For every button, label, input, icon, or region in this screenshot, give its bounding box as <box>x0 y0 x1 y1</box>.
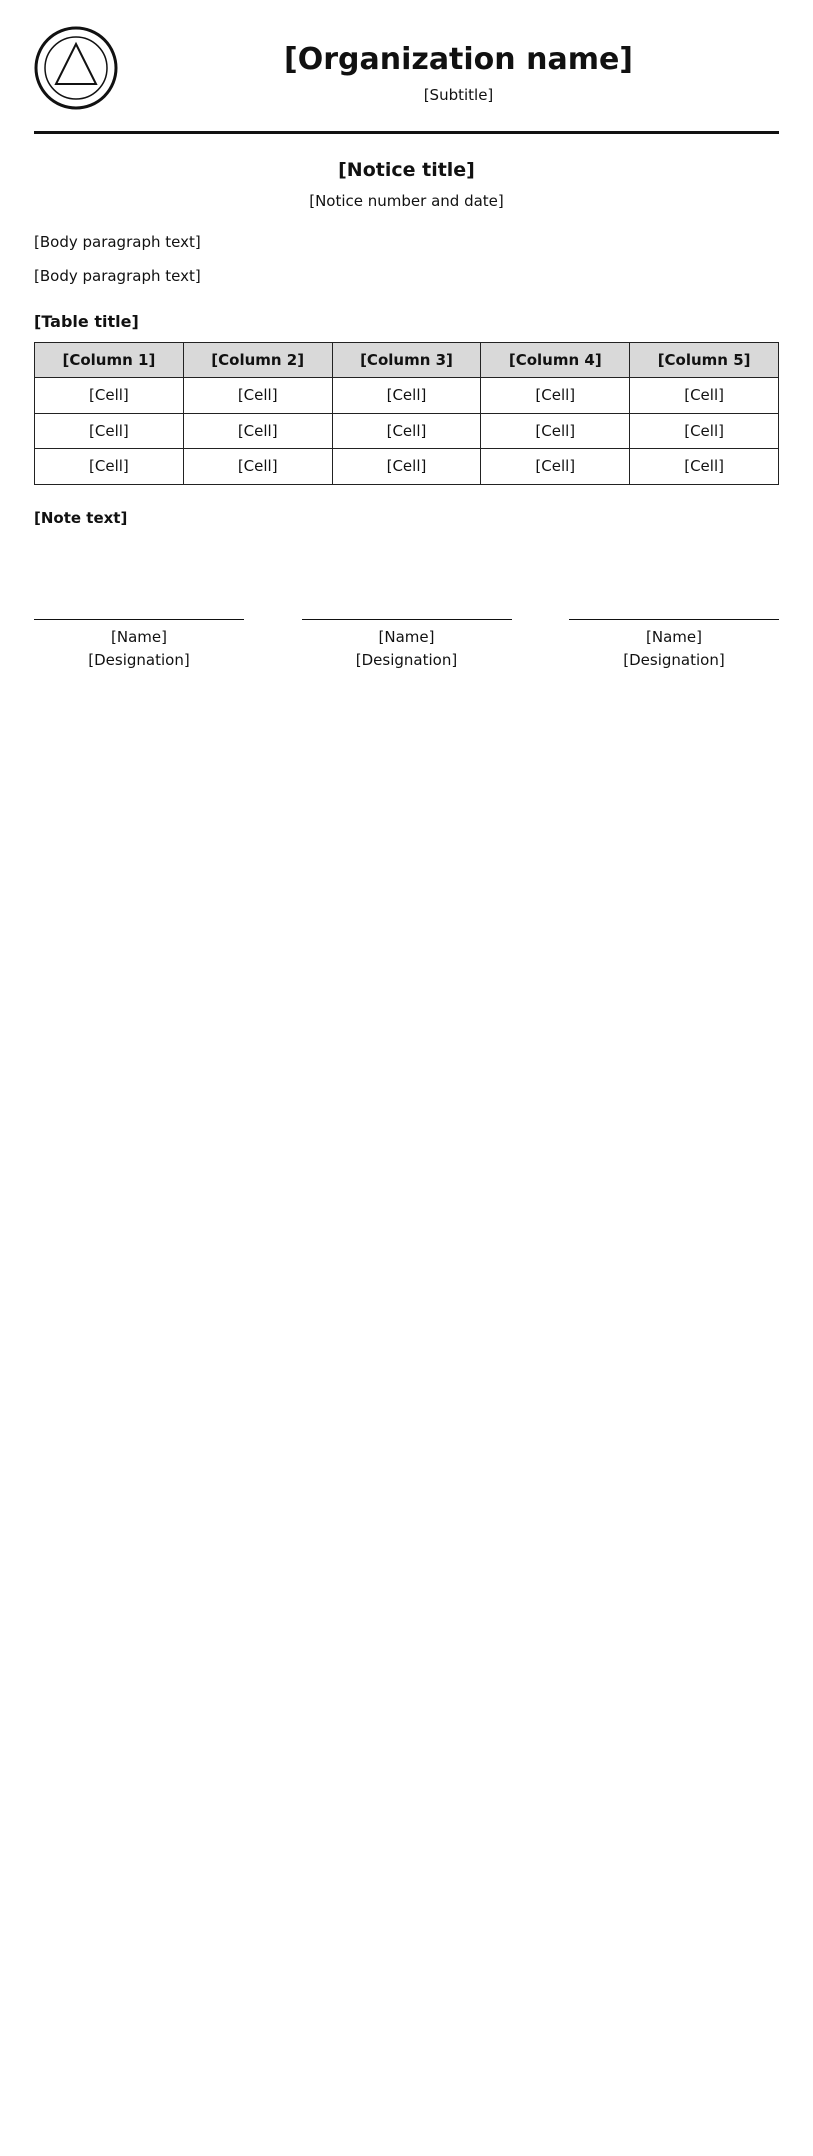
signatory-designation: [Designation] <box>623 650 725 669</box>
notice-paragraph: [Body paragraph text] <box>34 267 201 285</box>
signature-line <box>302 619 512 620</box>
table-cell: [Cell] <box>481 378 630 414</box>
table-header-cell: [Column 5] <box>630 342 779 378</box>
signatory-designation: [Designation] <box>88 650 190 669</box>
table-cell: [Cell] <box>332 449 481 485</box>
emblem-icon <box>34 26 118 117</box>
table-cell: [Cell] <box>481 449 630 485</box>
signatory-name: [Name] <box>646 628 702 646</box>
table-row <box>35 413 779 449</box>
table-cell: [Cell] <box>630 449 779 485</box>
note-text: [Note text] <box>34 508 128 527</box>
table-cell: [Cell] <box>35 449 184 485</box>
table-cell: [Cell] <box>35 378 184 414</box>
signatory-name: [Name] <box>378 628 435 646</box>
table-row <box>35 449 779 485</box>
signatory-designation: [Designation] <box>355 650 458 669</box>
signature <box>569 619 779 671</box>
organization-name: [Organization name] <box>283 41 634 77</box>
table-cell: [Cell] <box>332 378 481 414</box>
notice-meta: [Notice number and date] <box>309 192 504 210</box>
organization-subtitle: [Subtitle] <box>423 85 494 104</box>
signatory-name: [Name] <box>111 628 167 646</box>
table-cell: [Cell] <box>630 378 779 414</box>
masthead-text <box>138 37 779 107</box>
table-header-cell: [Column 1] <box>35 342 184 378</box>
table-header-cell: [Column 4] <box>481 342 630 378</box>
signature <box>302 619 512 671</box>
table-header-row <box>35 342 779 378</box>
table-cell: [Cell] <box>481 413 630 449</box>
signature-line <box>569 619 779 620</box>
table-cell: [Cell] <box>630 413 779 449</box>
table-cell: [Cell] <box>332 413 481 449</box>
masthead <box>34 26 779 134</box>
table-header-cell: [Column 3] <box>332 342 481 378</box>
candidate-table <box>34 342 779 485</box>
notice-paragraph: [Body paragraph text] <box>34 232 201 251</box>
table-cell: [Cell] <box>183 449 332 485</box>
table-header-cell: [Column 2] <box>183 342 332 378</box>
signature <box>34 619 244 671</box>
table-cell: [Cell] <box>35 413 184 449</box>
table-row <box>35 378 779 414</box>
signature-block <box>34 619 779 671</box>
table-cell: [Cell] <box>183 378 332 414</box>
table-cell: [Cell] <box>183 413 332 449</box>
table-title: [Table title] <box>34 311 139 331</box>
signature-line <box>34 619 244 620</box>
notice-title: [Notice title] <box>338 158 475 181</box>
